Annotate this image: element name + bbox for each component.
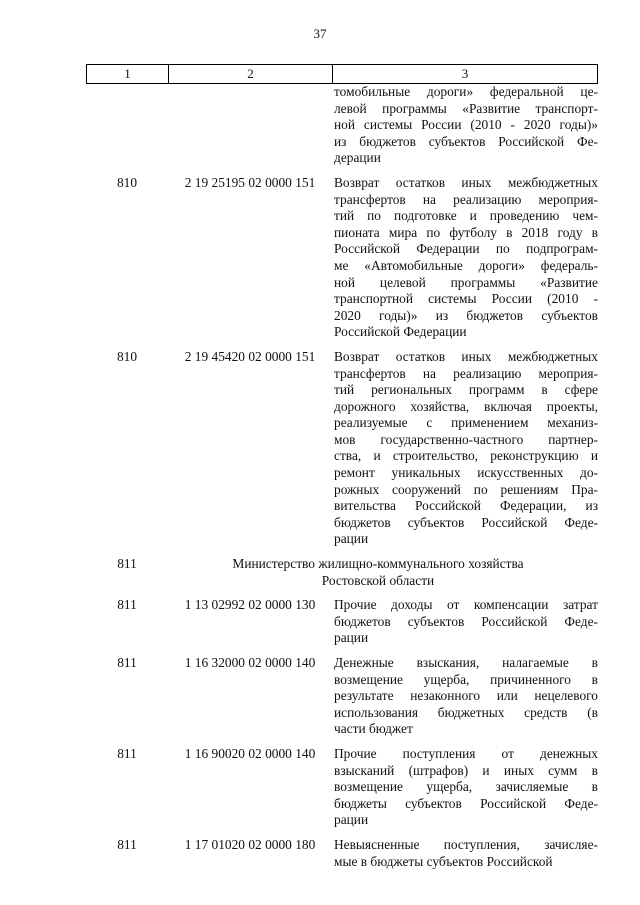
income-description xyxy=(332,84,598,167)
description-line: бюджетов субъектов Российской Феде- xyxy=(334,613,598,629)
description-line: Возврат остатков иных межбюджетных xyxy=(334,348,598,364)
description-line: Российской Федерации по подпрограм- xyxy=(334,241,598,257)
section-heading xyxy=(168,556,598,589)
description-line: рации xyxy=(334,531,369,547)
description-line: результате незаконного или нецелевого xyxy=(334,688,598,704)
description-line: дорожного хозяйства, включая проекты, xyxy=(334,398,598,414)
description-line: вительства Российской Федерации, из xyxy=(334,498,598,514)
description-line: Российской Федерации xyxy=(334,324,467,340)
description-line: Прочие доходы от компенсации затрат xyxy=(334,597,598,613)
table-row xyxy=(86,597,598,647)
section-heading-line: Министерство жилищно-коммунального хозяйства xyxy=(232,556,524,572)
description-line: части бюджет xyxy=(334,721,413,737)
table-row xyxy=(86,837,598,870)
budget-code: 1 16 90020 02 0000 140 xyxy=(184,745,316,761)
row-gap xyxy=(86,548,598,556)
admin-code: 811 xyxy=(117,836,137,852)
admin-code: 811 xyxy=(117,655,137,670)
admin-code: 811 xyxy=(117,597,137,613)
description-line: возмещение ущерба, причиненного в xyxy=(334,671,598,687)
page-number: 37 xyxy=(313,26,327,41)
income-description xyxy=(332,597,598,647)
description-line: трансфертов на реализацию мероприя- xyxy=(334,365,598,381)
description-line: ме «Автомобильные дороги» федераль- xyxy=(334,257,598,273)
description-line: рации xyxy=(334,630,369,646)
row-gap xyxy=(86,341,598,349)
section-heading-line: Ростовской области xyxy=(321,572,435,588)
income-description xyxy=(332,349,598,548)
budget-code: 1 13 02992 02 0000 130 xyxy=(184,597,316,613)
description-line: рожных сооружений по решениям Пра- xyxy=(334,481,598,497)
description-line: мов государственно-частного партнер- xyxy=(334,431,598,447)
description-line: тий по подготовке и проведению чем- xyxy=(334,208,598,224)
admin-code: 810 xyxy=(116,348,138,364)
income-description xyxy=(332,837,598,870)
table-row xyxy=(86,556,598,589)
description-line: Денежные взыскания, налагаемые в xyxy=(334,655,598,670)
description-line: бюджеты субъектов Российской Феде- xyxy=(334,795,598,811)
income-description xyxy=(332,175,598,341)
budget-code: 1 16 32000 02 0000 140 xyxy=(184,655,316,670)
description-line: бюджетов субъектов Российской Феде- xyxy=(334,514,598,530)
table-row xyxy=(86,655,598,738)
table-row xyxy=(86,175,598,341)
budget-code: 2 19 45420 02 0000 151 xyxy=(184,348,316,364)
description-line: реализуемые с применением механиз- xyxy=(334,415,598,431)
description-line: взысканий (штрафов) и иных сумм в xyxy=(334,762,598,778)
description-line: левой программы «Развитие транспорт- xyxy=(334,100,598,116)
admin-code: 811 xyxy=(117,745,137,761)
table-row xyxy=(86,349,598,548)
description-line: использования бюджетных средств (в xyxy=(334,704,598,720)
budget-code: 1 17 01020 02 0000 180 xyxy=(184,836,316,852)
income-description xyxy=(332,746,598,829)
description-line: 2020 годы)» из бюджетов субъектов xyxy=(334,307,598,323)
description-line: трансфертов на реализацию мероприя- xyxy=(334,191,598,207)
description-line: томобильные дороги» федеральной це- xyxy=(334,84,598,99)
table-body xyxy=(86,84,598,870)
income-description xyxy=(332,655,598,738)
admin-code: 810 xyxy=(116,174,138,190)
row-gap xyxy=(86,167,598,175)
budget-code: 2 19 25195 02 0000 151 xyxy=(184,174,316,190)
table-row xyxy=(86,84,598,167)
description-line: мые в бюджеты субъектов Российской xyxy=(334,853,553,869)
row-gap xyxy=(86,829,598,837)
row-gap xyxy=(86,589,598,597)
description-line: Прочие поступления от денежных xyxy=(334,745,598,761)
header-col-3: 3 xyxy=(461,66,469,81)
description-line: ремонт уникальных искусственных до- xyxy=(334,465,598,481)
description-line: пионата мира по футболу в 2018 году в xyxy=(334,224,598,240)
description-line: Возврат остатков иных межбюджетных xyxy=(334,174,598,190)
table-row xyxy=(86,746,598,829)
description-line: ства, и строительство, реконструкцию и xyxy=(334,448,598,464)
description-line: возмещение ущерба, зачисляемые в xyxy=(334,779,598,795)
description-line: ной системы России (2010 - 2020 годы)» xyxy=(334,117,598,133)
description-line: Невыясненные поступления, зачисляе- xyxy=(334,836,598,852)
description-line: дерации xyxy=(334,150,381,166)
header-col-2: 2 xyxy=(169,65,333,83)
admin-code: 811 xyxy=(117,556,137,572)
description-line: рации xyxy=(334,812,369,828)
description-line: транспортной системы России (2010 - xyxy=(334,291,598,307)
row-gap xyxy=(86,738,598,746)
description-line: ной целевой программы «Развитие xyxy=(334,274,598,290)
description-line: из бюджетов субъектов Российской Фе- xyxy=(334,133,598,149)
header-col-1: 1 xyxy=(87,65,169,83)
description-line: тий региональных программ в сфере xyxy=(334,382,598,398)
row-gap xyxy=(86,647,598,655)
table-header xyxy=(86,64,598,84)
